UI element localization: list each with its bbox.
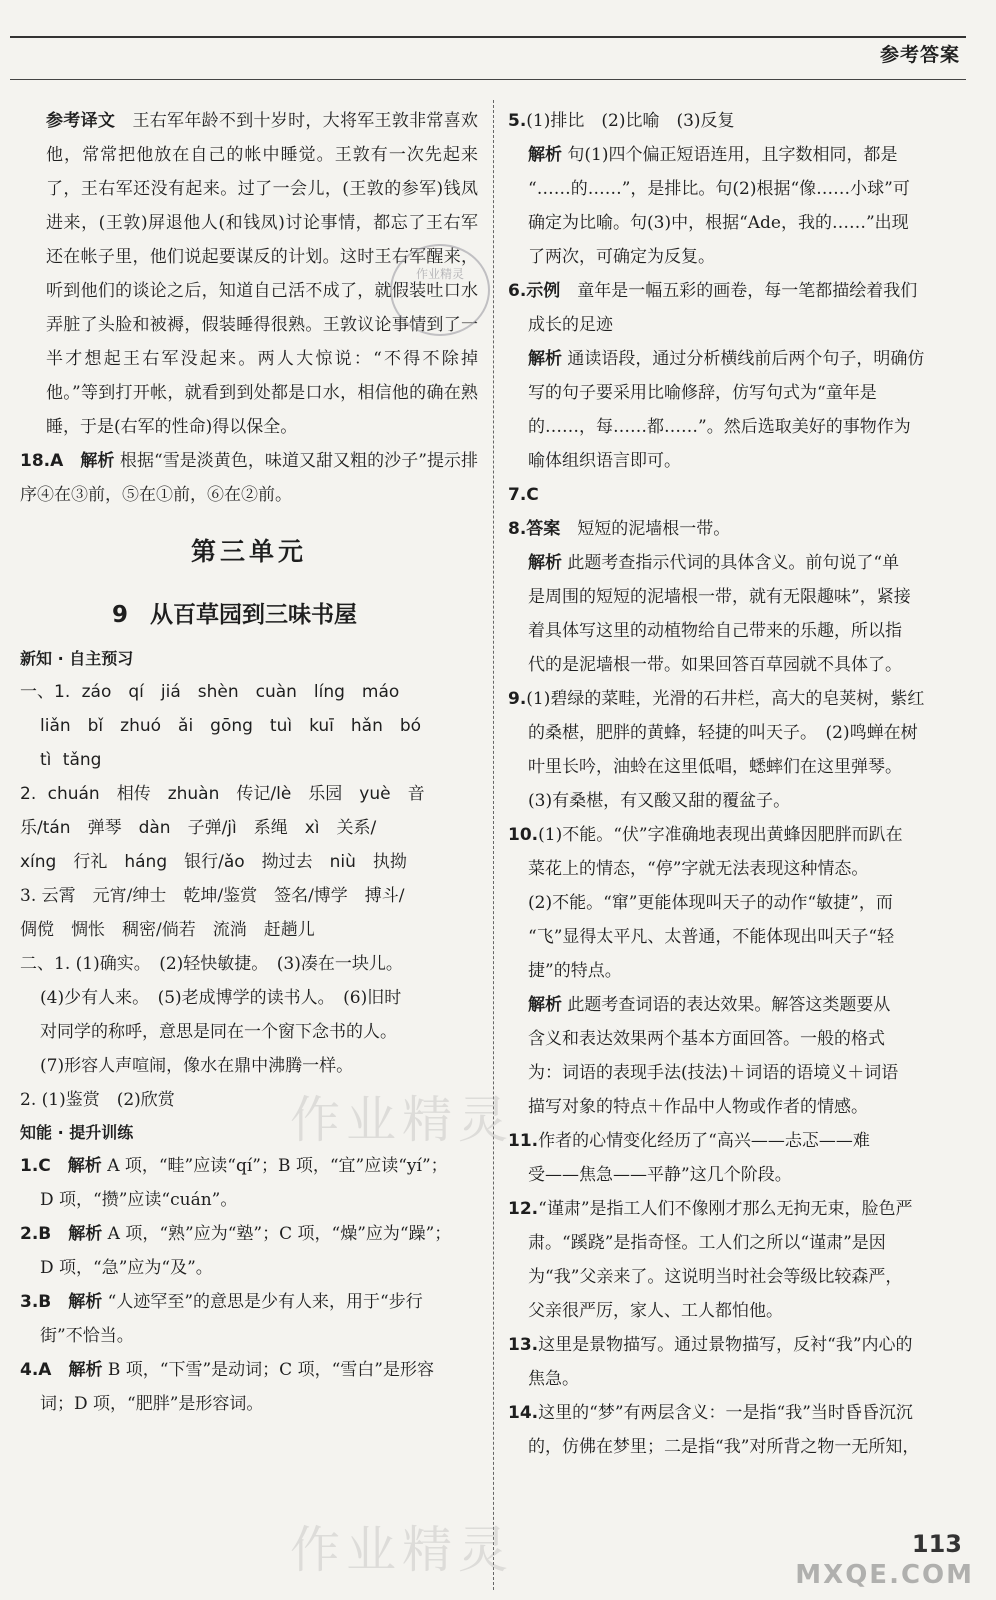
item-number: 14. <box>508 1403 539 1423</box>
lesson-name: 从百草园到三味书屋 <box>150 602 358 628</box>
site-logo: MXQE.COM <box>795 1560 974 1590</box>
text-line: (1)不能。“伏”字准确地表现出黄蜂因肥胖而趴在 <box>538 825 903 845</box>
text-line: 2. chuán 相传 zhuàn 传记/lè 乐园 yuè 音 <box>20 784 425 804</box>
text-line: 叶里长吟，油蛉在这里低唱，蟋蟀们在这里弹琴。 <box>528 757 902 777</box>
text-line: 为“我”父亲来了。这说明当时社会等级比较森严， <box>528 1267 903 1287</box>
analysis-label: 解析 <box>68 1292 103 1312</box>
right-column <box>508 104 970 1464</box>
pinyin-line: 一、1. záo qí jiá shèn cuàn líng máo <box>20 682 400 702</box>
answer-14 <box>508 1396 970 1464</box>
text-line: 童年是一幅五彩的画卷，每一笔都描绘着我们 <box>577 281 918 301</box>
watermark-text: 作业精灵 <box>290 1091 514 1149</box>
text-line: (1)碧绿的菜畦，光滑的石井栏，高大的皂荚树，紫红 <box>526 689 925 709</box>
text-line: 确定为比喻。句(3)中，根据“Ade，我的……”出现 <box>528 213 909 233</box>
lesson-title <box>20 596 478 629</box>
answer-choice: A <box>50 451 64 471</box>
item-answer: B <box>38 1224 52 1244</box>
analysis-label: 解析 <box>68 1224 103 1244</box>
text-line: 了两次，可确定为反复。 <box>528 247 715 267</box>
item-number: 1. <box>20 1156 39 1176</box>
text-line: 代的是泥墙根一带。如果回答百草园就不具体了。 <box>528 655 902 675</box>
answer-11 <box>508 1124 970 1192</box>
text-line: (4)少有人来。 (5)老成博学的读书人。 (6)旧时 <box>40 988 402 1008</box>
watermark-stamp: 作业精灵 <box>390 244 490 336</box>
section1-q1 <box>20 675 478 777</box>
text-line: “飞”显得太平凡、太普通，不能体现出叫天子“轻 <box>528 927 895 947</box>
text-line: 二、1. (1)确实。 (2)轻快敏捷。 (3)凑在一块儿。 <box>20 954 403 974</box>
item-answer: A <box>38 1360 52 1380</box>
item-number: 13. <box>508 1335 539 1355</box>
item-number: 4. <box>20 1360 39 1380</box>
section1-q2 <box>20 777 478 879</box>
text-line: 的……，每……都……”。然后选取美好的事物作为 <box>528 417 911 437</box>
analysis-label: 解析 <box>68 1360 103 1380</box>
training-item-4 <box>20 1353 478 1421</box>
pinyin-line: tì tǎng <box>40 750 102 770</box>
unit-title: 第三单元 <box>190 537 307 566</box>
text-line: 倜傥 惆怅 稠密/倘若 流淌 赶趟儿 <box>20 920 315 940</box>
item-number: 11. <box>508 1131 539 1151</box>
analysis-label: 解析 <box>528 145 562 165</box>
text-line: 作者的心情变化经历了“高兴——忐忑——难 <box>538 1131 870 1151</box>
text-line: 3. 云霄 元宵/绅士 乾坤/鉴赏 签名/博学 搏斗/ <box>20 886 405 906</box>
answer-18 <box>20 444 478 512</box>
text-line: xíng 行礼 háng 银行/ǎo 拗过去 niù 执拗 <box>20 852 407 872</box>
section2-q1 <box>20 947 478 1083</box>
text-line: (3)有桑椹，有又酸又甜的覆盆子。 <box>528 791 791 811</box>
text-line: B 项，“下雪”是动词；C 项，“雪白”是形容 <box>107 1360 434 1380</box>
item-number: 3. <box>20 1292 39 1312</box>
section2-q2: 2. (1)鉴赏 (2)欣赏 <box>20 1090 175 1110</box>
text-line: 为：词语的表现手法(技法)＋词语的语境义＋词语 <box>528 1063 899 1083</box>
answer-text: 短短的泥墙根一带。 <box>577 519 731 539</box>
section-heading-training: 知能 · 提升训练 <box>20 1123 134 1142</box>
translation-label: 参考译文 <box>46 111 116 131</box>
text-line: “……的……”，是排比。句(2)根据“像……小球”可 <box>528 179 910 199</box>
training-item-3 <box>20 1285 478 1353</box>
text-line: 喻体组织语言即可。 <box>528 451 681 471</box>
item-answer: C <box>38 1156 51 1176</box>
text-line: 焦急。 <box>528 1369 579 1389</box>
text-line: (7)形容人声喧闹，像水在鼎中沸腾一样。 <box>40 1056 354 1076</box>
answer-7 <box>508 478 970 512</box>
answer-10 <box>508 818 970 1124</box>
text-line: 对同学的称呼，意思是同在一个窗下念书的人。 <box>40 1022 397 1042</box>
text-line: 是周围的短短的泥墙根一带，就有无限趣味”，紧接 <box>528 587 911 607</box>
text-line: 的，仿佛在梦里；二是指“我”对所背之物一无所知， <box>528 1437 920 1457</box>
text-line: 描写对象的特点＋作品中人物或作者的情感。 <box>528 1097 868 1117</box>
item-number: 10. <box>508 825 539 845</box>
text-line: (2)不能。“窜”更能体现叫天子的动作“敏捷”，而 <box>528 893 893 913</box>
text-line: A 项，“熟”应为“塾”；C 项，“燥”应为“躁”； <box>107 1224 452 1244</box>
answer-6 <box>508 274 970 478</box>
watermark-text-bottom: 作业精灵 <box>290 1521 514 1579</box>
text-line: 肃。“蹊跷”是指奇怪。工人们之所以“谨肃”是因 <box>528 1233 886 1253</box>
item-number: 12. <box>508 1199 539 1219</box>
column-divider <box>493 100 494 1590</box>
lesson-number: 9 <box>112 602 129 628</box>
answer-8 <box>508 512 970 682</box>
text-line: 词；D 项，“肥胖”是形容词。 <box>40 1394 264 1414</box>
answer-label: 答案 <box>526 519 561 539</box>
header-title: 参考答案 <box>879 44 960 66</box>
item-number: 9. <box>508 689 527 709</box>
item-number: 6. <box>508 281 527 301</box>
text-line: D 项，“急”应为“及”。 <box>40 1258 213 1278</box>
answer-9 <box>508 682 970 818</box>
header-rule-bottom <box>10 79 966 80</box>
example-label: 示例 <box>526 281 561 301</box>
text-line: “谨肃”是指工人们不像刚才那么无拘无束，脸色严 <box>538 1199 913 1219</box>
text-line: 受——焦急——平静”这几个阶段。 <box>528 1165 792 1185</box>
analysis-label: 解析 <box>67 1156 102 1176</box>
analysis-text: 根据“雪是淡黄色，味道又甜又粗的沙子”提示排序④在③前，⑤在①前，⑥在②前。 <box>20 451 479 505</box>
text-line: 乐/tán 弹琴 dàn 子弹/jì 系绳 xì 关系/ <box>20 818 377 838</box>
text-line: 含义和表达效果两个基本方面回答。一般的格式 <box>528 1029 885 1049</box>
page-number: 113 <box>911 1530 962 1558</box>
item-number: 8. <box>508 519 527 539</box>
pinyin-line: liǎn bǐ zhuó ǎi gōng tuì kuī hǎn bó <box>40 716 422 736</box>
text-line: 捷”的特点。 <box>528 961 622 981</box>
text-line: “人迹罕至”的意思是少有人来，用于“步行 <box>107 1292 423 1312</box>
analysis-label: 解析 <box>528 995 562 1015</box>
text-line: A 项，“畦”应读“qí”；B 项，“宜”应读“yí”； <box>107 1156 448 1176</box>
answer-12 <box>508 1192 970 1328</box>
text-line: 这里是景物描写。通过景物描写，反衬“我”内心的 <box>538 1335 913 1355</box>
text-line: D 项，“攒”应读“cuán”。 <box>40 1190 238 1210</box>
answer-number: 18. <box>20 451 51 471</box>
text-line: 句(1)四个偏正短语连用，且字数相同，都是 <box>567 145 898 165</box>
answer-5 <box>508 104 970 274</box>
text-line: 父亲很严厉，家人、工人都怕他。 <box>528 1301 783 1321</box>
header-rule-top <box>10 36 966 38</box>
item-answer: B <box>38 1292 52 1312</box>
text-line: 街”不恰当。 <box>40 1326 134 1346</box>
training-item-2 <box>20 1217 478 1285</box>
section1-q3 <box>20 879 478 947</box>
answer-text: (1)排比 (2)比喻 (3)反复 <box>526 111 735 131</box>
training-item-1 <box>20 1149 478 1217</box>
text-line: 成长的足迹 <box>528 315 613 335</box>
item-answer: C <box>526 485 539 505</box>
item-number: 7. <box>508 485 527 505</box>
text-line: 通读语段，通过分析横线前后两个句子，明确仿 <box>567 349 925 369</box>
text-line: 这里的“梦”有两层含义：一是指“我”当时昏昏沉沉 <box>538 1403 913 1423</box>
answer-13 <box>508 1328 970 1396</box>
text-line: 着具体写这里的动植物给自己带来的乐趣，所以指 <box>528 621 902 641</box>
item-number: 5. <box>508 111 527 131</box>
page-header <box>0 0 996 80</box>
text-line: 此题考查指示代词的具体含义。前句说了“单 <box>567 553 900 573</box>
translation-text: 王右军年龄不到十岁时，大将军王敦非常喜欢他，常常把他放在自己的帐中睡觉。王敦有一次先起来了，王右军还没有起来。过了一会儿，(王敦的参军)钱凤进来，(王敦)屏退他人(和钱凤)讨论事情，都忘了王右军还在帐子里，他们说起要谋反的计划。这时王右军醒来，听到他们的谈论之后，知道自己活不成了，就假装吐口水弄脏了头脸和被褥，假装睡得很熟。王敦议论事情到了一半才想起王右军没起来。两人大惊说：“不得不除掉他。”等到打开帐，就看到到处都是口水，相信他的确在熟睡，于是(右军的性命)得以保全。 <box>46 111 479 437</box>
analysis-label: 解析 <box>528 349 562 369</box>
text-line: 此题考查词语的表达效果。解答这类题要从 <box>567 995 891 1015</box>
text-line: 菜花上的情态，“停”字就无法表现这种情态。 <box>528 859 869 879</box>
text-line: 写的句子要采用比喻修辞，仿写句式为“童年是 <box>528 383 877 403</box>
analysis-label: 解析 <box>528 553 562 573</box>
section-heading-preview: 新知 · 自主预习 <box>20 649 134 668</box>
item-number: 2. <box>20 1224 39 1244</box>
analysis-label: 解析 <box>80 451 115 471</box>
text-line: 的桑椹，肥胖的黄蜂，轻捷的叫天子。 (2)鸣蝉在树 <box>528 723 918 743</box>
